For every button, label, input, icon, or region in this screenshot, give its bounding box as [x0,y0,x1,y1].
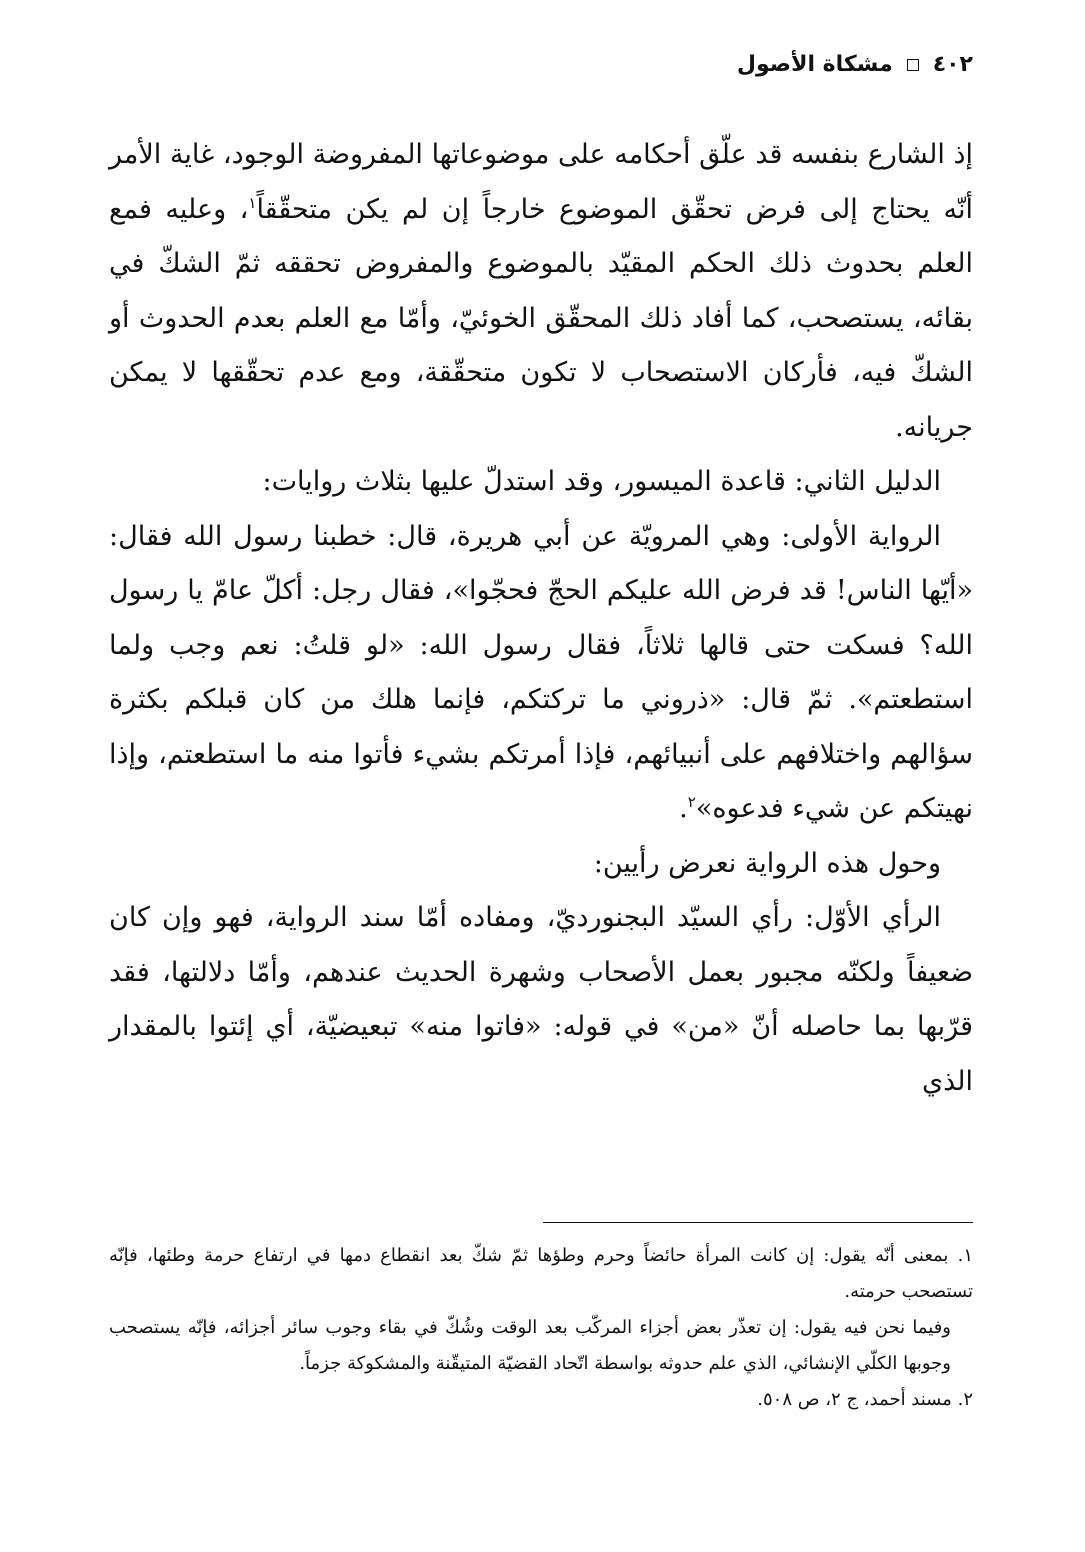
running-header [737,52,973,77]
paragraph-3-text: الرواية الأولى: وهي المرويّة عن أبي هريرة، قال: خطبنا رسول الله فقال: «أيّها الناس! قد فرض الله عليكم الحجّ فحجّوا»، فقال رجل: أكلّ عامّ يا رسول الله؟ فسكت حتى قالها ثلاثاً، فقال رسول الله: «لو قلتُ: نعم وجب ولما استطعتم». ثمّ قال: «ذروني ما تركتكم، فإنما هلك من كان قبلكم بكثرة سؤالهم واختلافهم على أنبيائهم، فإذا أمرتكم بشيء فأتوا منه ما استطعتم، وإذا نهيتكم عن شيء فدعوه» [109,520,973,824]
footnote-separator [543,1222,973,1223]
page-number: ٤٠٢ [932,52,973,77]
paragraph-3-end: . [679,793,688,824]
paragraph-1 [109,128,973,455]
paragraph-2: الدليل الثاني: قاعدة الميسور، وقد استدلّ عليها بثلاث روايات: [262,466,941,497]
main-text [109,128,973,1109]
footnote-1-continuation: وفيما نحن فيه يقول: إن تعذّر بعض أجزاء المركّب بعد الوقت وشُكّ في بقاء وجوب سائر أجزائه، فإنّه يستصحب وجوبها الكلّي الإنشائي، الذي علم حدوثه بواسطة اتّحاد القضيّة المتيقّنة والمشكوكة جزماً. [109,1317,951,1374]
header-square-ornament [907,59,919,71]
footnote-1: ١. بمعنى أنّه يقول: إن كانت المرأة حائضاً وحرم وطؤها ثمّ شكّ بعد انقطاع دمها في ارتفاع حرمة وطئها، فإنّه تستصحب حرمته. [109,1245,973,1302]
paragraph-3 [109,510,973,837]
paragraph-1-text: إذ الشارع بنفسه قد علّق أحكامه على موضوعاتها المفروضة الوجود، غاية الأمر أنّه يحتاج إلى فرض تحقّق الموضوع خارجاً إن لم يكن متحقّقاً [109,139,973,225]
paragraph-1-continuation: ، وعليه فمع العلم بحدوث ذلك الحكم المقيّد بالموضوع والمفروض تحققه ثمّ الشكّ في بقائه، يستصحب، كما أفاد ذلك المحقّق الخوئيّ، وأمّا مع العلم بعدم الحدوث أو الشكّ فيه، فأركان الاستصحاب لا تكون متحقّقة، ومع عدم تحقّقها لا يمكن جريانه. [109,193,973,443]
footnotes [109,1238,973,1418]
paragraph-5: الرأي الأوّل: رأي السيّد البجنورديّ، ومفاده أمّا سند الرواية، فهو وإن كان ضعيفاً ولكنّه مجبور بعمل الأصحاب وشهرة الحديث عندهم، وأمّا دلالتها، فقد قرّبها بما حاصله أنّ «من» في قوله: «فاتوا منه» تبعيضيّة، أي إئتوا بالمقدار الذي [109,902,973,1097]
footnote-2: ٢. مسند أحمد، ج ٢، ص ٥٠٨. [757,1389,973,1410]
paragraph-4: وحول هذه الرواية نعرض رأيين: [593,847,941,879]
footnote-ref-1: ١ [248,193,257,212]
book-title: مشكاة الأصول [736,52,893,77]
footnote-ref-2: ٢ [687,793,696,811]
